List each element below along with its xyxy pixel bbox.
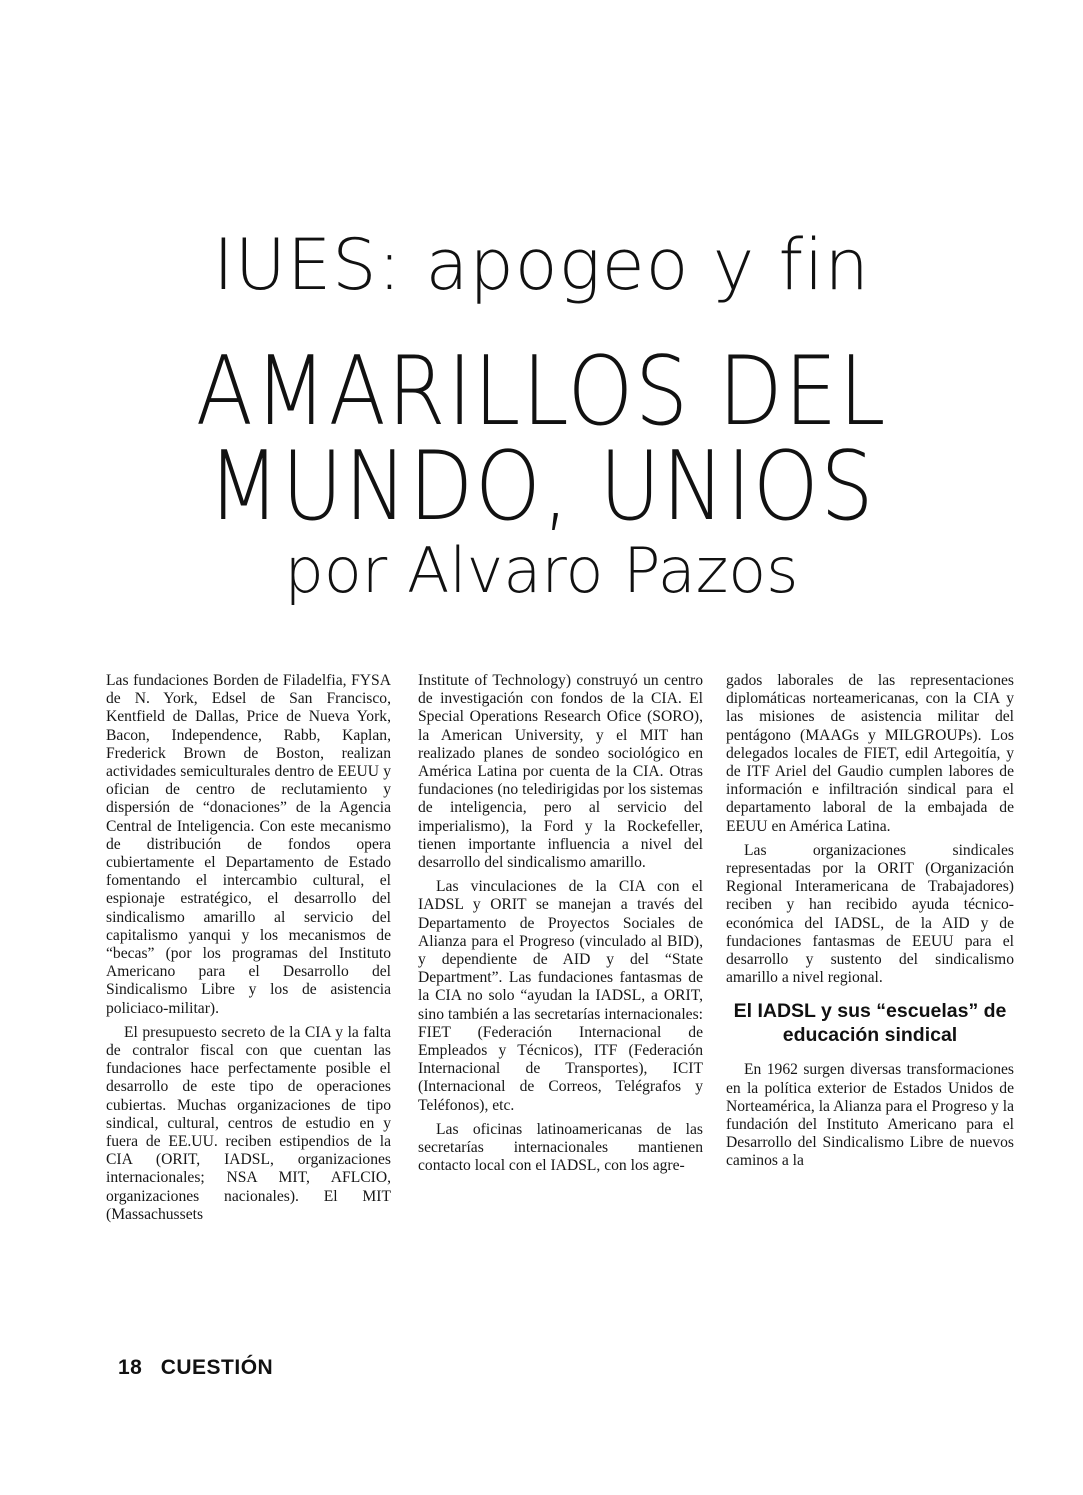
paragraph: En 1962 surgen diversas transformaciones en la política exterior de Estados Unidos de Norteamérica, la Alianza para el Progreso y la fundación del Instituto Americano para el Desarrollo del Sindicalismo Libre de nuevos caminos a la (726, 1061, 1014, 1170)
page-number: 18 (118, 1356, 143, 1379)
headline (65, 337, 1018, 542)
paragraph: Las oficinas latinoamericanas de las secretarías internacionales mantienen contacto local con el IADSL, con los agre- (418, 1120, 703, 1175)
headline-line-1: AMARILLOS DEL (195, 337, 888, 447)
byline: por Alvaro Pazos (284, 534, 799, 607)
paragraph: El presupuesto secreto de la CIA y la falta de contralor fiscal con que cuentan las fundaciones hace perfectamente posible el desarrollo de este tipo de operaciones cubiertas. Muchas organizaciones de tipo sindical, cultural, centros de estudio en y fuera de EE.UU. reciben estipendios de la CIA (ORIT, IADSL, organizaciones internacionales; NSA MIT, AFLCIO, organizaciones nacionales). El MIT (Massachussets (106, 1023, 391, 1223)
publication-name: CUESTIÓN (160, 1356, 274, 1379)
paragraph: Institute of Technology) construyó un centro de investigación con fondos de la CIA. El Special Operations Research Ofice (SORO), la American University, y el MIT han realizado planes de sondeo sociológico en América Latina por cuenta de la CIA. Otras fundaciones (no teledirigidas por los sistemas de inteligencia, pero al servicio del imperialismo), la Ford y la Rockefeller, tienen importante influencia a nivel del desarrollo del sindicalismo amarillo. (418, 672, 703, 872)
article-column-3 (726, 672, 1014, 1177)
paragraph: Las organizaciones sindicales representadas por la ORIT (Organización Regional Interamericana de Trabajadores) reciben y han recibido ayuda técnico-económica del IADSL, de la AID y de fundaciones fantasmas de EEUU para el desarrollo y sustento del sindicalismo amarillo a nivel regional. (726, 841, 1014, 987)
article-column-2 (418, 672, 703, 1181)
paragraph: gados laborales de las representaciones diplomáticas norteamericanas, con la CIA y las misiones de asistencia militar del pentágono (MAAGs y MILGROUPs). Los delegados locales de FIET, edil Artegoitía, y de ITF Ariel del Gaudio cumplen labores de información e infiltración sindical para el departamento laboral de la embajada de EEUU en América Latina. (726, 672, 1014, 835)
kicker-title: IUES: apogeo y fin (213, 224, 870, 306)
headline-line-2: MUNDO, UNIOS (207, 432, 876, 542)
paragraph: Las vinculaciones de la CIA con el IADSL y ORIT se manejan a través del Departamento de Proyectos Sociales de Alianza para el Progreso (vinculado al BID), y dependiente de AID y del “State Department”. Las fundaciones fantasmas de la CIA no solo “ayudan la IADSL, a ORIT, sino también a las secretarías internacionales: FIET (Federación Internacional de Empleados y Técnicos), ITF (Federación Internacional de Transportes), ICIT (Internacional de Correos, Telégrafos y Teléfonos), etc. (418, 878, 703, 1114)
page-footer (118, 1356, 273, 1380)
section-subheading: El IADSL y sus “escuelas” de educación sindical (733, 1000, 1007, 1047)
paragraph: Las fundaciones Borden de Filadelfia, FYSA de N. York, Edsel de San Francisco, Kentfield de Dallas, Price de Nueva York, Bacon, Independence, Rabb, Kaplan, Frederick Brown de Boston, realizan actividades semiculturales dentro de EEUU y ofician de centro de reclutamiento y dispersión de “donaciones” de la Agencia Central de Inteligencia. Con este mecanismo de distribución de fondos opera cubiertamente el Departamento de Estado fomentando el intercambio cultural, el espionaje estratégico, el desarrollo del sindicalismo amarillo al servicio del capitalismo yanqui y los mecanismos de “becas” (por los programas del Instituto Americano para el Desarrollo del Sindicalismo Libre y los de asistencia policiaco-militar). (106, 672, 391, 1017)
article-column-1 (106, 672, 391, 1230)
